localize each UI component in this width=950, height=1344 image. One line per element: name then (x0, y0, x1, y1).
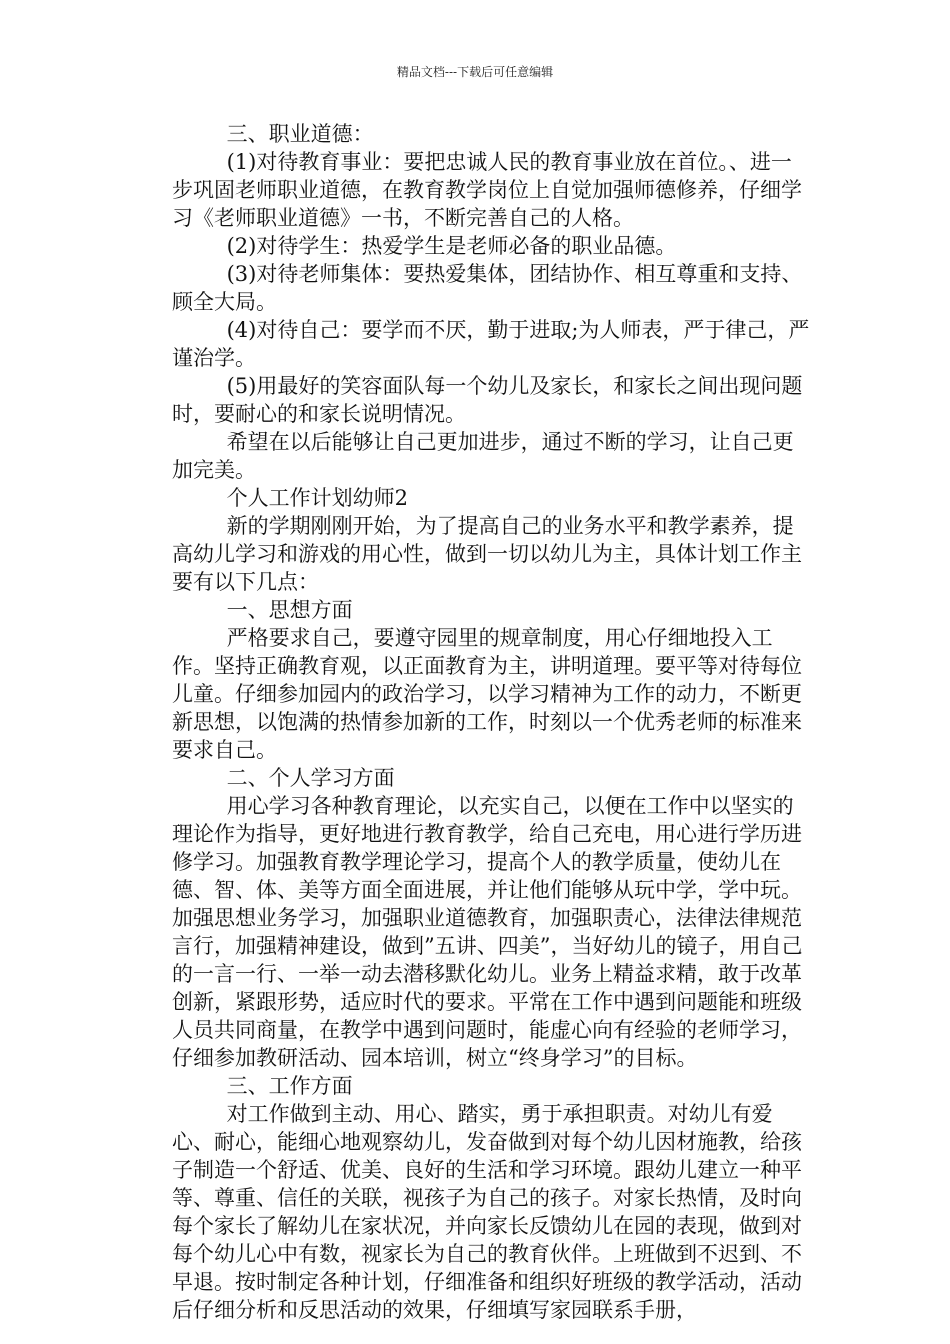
section-heading-ideology: 一、思想方面 (226, 598, 353, 622)
paragraph-personal-study: 用心学习各种教育理论，以充实自己，以便在工作中以坚实的理论作为指导，更好地进行教育教学，给自己充电，用心进行学历进修学习。加强教育教学理论学习，提高个人的教学质量，使幼儿在德、智、体、美等方面全面进展，并让他们能够从玩中学，学中玩。加强思想业务学习，加强职业道德教育，加强职责心，法律法律规范言行，加强精神建设，做到”五讲、四美”，当好幼儿的镜子，用自己的一言一行、一举一动去潜移默化幼儿。业务上精益求精，敢于改革创新，紧跟形势，适应时代的要求。平常在工作中遇到问题能和班级人员共同商量，在教学中遇到问题时，能虚心向有经验的老师学习，仔细参加教研活动、园本培训，树立“终身学习”的目标。 (172, 794, 803, 1070)
document-body (172, 120, 812, 1324)
paragraph-parents: (5)用最好的笑容面队每一个幼儿及家长，和家长之间出现问题时，要耐心的和家长说明情况。 (172, 374, 803, 426)
document-title-plan-2: 个人工作计划幼师2 (226, 486, 408, 510)
section-heading-work: 三、工作方面 (226, 1074, 353, 1098)
paragraph-intro: 新的学期刚刚开始，为了提高自己的业务水平和教学素养，提高幼儿学习和游戏的用心性，做到一切以幼儿为主，具体计划工作主要有以下几点： (172, 514, 802, 594)
paragraph-teacher-collective: (3)对待老师集体：要热爱集体，团结协作、相互尊重和支持、顾全大局。 (172, 262, 803, 314)
paragraph-education-career: (1)对待教育事业：要把忠诚人民的教育事业放在首位。、进一步巩固老师职业道德，在教育教学岗位上自觉加强师德修养，仔细学习《老师职业道德》一书，不断完善自己的人格。 (172, 150, 802, 230)
paragraph-self: (4)对待自己：要学而不厌，勤于进取;为人师表，严于律己，严谨治学。 (172, 318, 810, 370)
paragraph-hope: 希望在以后能够让自己更加进步，通过不断的学习，让自己更加完美。 (172, 430, 794, 482)
page-header: 精品文档---下载后可任意编辑 (396, 65, 554, 79)
section-heading-professional-ethics: 三、职业道德： (226, 122, 374, 146)
paragraph-work: 对工作做到主动、用心、踏实，勇于承担职责。对幼儿有爱心、耐心，能细心地观察幼儿，发奋做到对每个幼儿因材施教，给孩子制造一个舒适、优美、良好的生活和学习环境。跟幼儿建立一种平等、尊重、信任的关联，视孩子为自己的孩子。对家长热情，及时向每个家长了解幼儿在家状况，并向家长反馈幼儿在园的表现，做到对每个幼儿心中有数，视家长为自己的教育伙伴。上班做到不迟到、不早退。按时制定各种计划，仔细准备和组织好班级的教学活动，活动后仔细分析和反思活动的效果，仔细填写家园联系手册， (172, 1102, 802, 1322)
paragraph-ideology: 严格要求自己，要遵守园里的规章制度，用心仔细地投入工作。坚持正确教育观，以正面教育为主，讲明道理。要平等对待每位儿童。仔细参加园内的政治学习，以学习精神为工作的动力，不断更新思想，以饱满的热情参加新的工作，时刻以一个优秀老师的标准来要求自己。 (172, 626, 802, 762)
paragraph-students: (2)对待学生：热爱学生是老师必备的职业品德。 (226, 234, 677, 258)
section-heading-personal-study: 二、个人学习方面 (226, 766, 395, 790)
